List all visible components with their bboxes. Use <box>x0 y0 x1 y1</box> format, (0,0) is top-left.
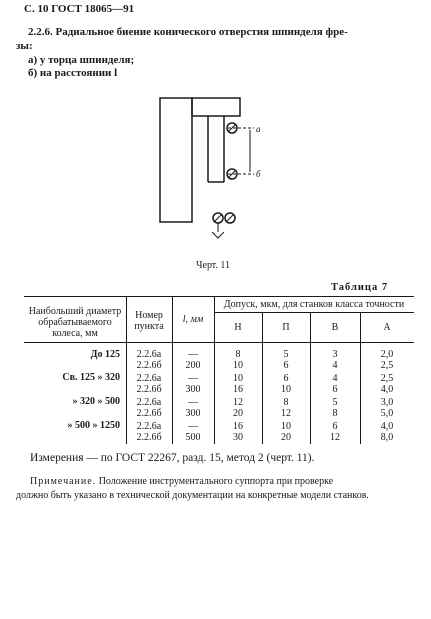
note-label: Примечание. <box>30 476 97 487</box>
row-3-h: 12 20 <box>233 397 243 419</box>
tolerance-sub-rule <box>214 312 414 313</box>
note-text-1: Положение инструментального суппорта при проверке <box>96 476 334 487</box>
row-1-h: 8 10 <box>233 349 243 371</box>
row-3-a: 3,0 5,0 <box>380 397 394 419</box>
item-b: б) на расстоянии l <box>28 67 118 79</box>
section-heading-line2: зы: <box>16 40 33 52</box>
row-3-p: 8 12 <box>281 397 291 419</box>
figure-caption: Черт. 11 <box>196 260 231 271</box>
class-p: П <box>282 322 290 333</box>
row-3-diameter: » 320 » 500 <box>72 396 120 407</box>
row-2-v: 4 6 <box>332 373 338 395</box>
col-header-diameter: Наибольший диаметр обрабатываемого колеса, мм <box>28 306 122 339</box>
row-1-a: 2,0 2,5 <box>380 349 394 371</box>
col-header-tolerance: Допуск, мкм, для станков класса точности <box>223 299 405 310</box>
table-header-rule <box>24 342 414 343</box>
row-4-v: 6 12 <box>330 421 340 443</box>
row-1-l: — 200 <box>185 349 201 371</box>
row-4-diameter: » 500 » 1250 <box>67 420 120 431</box>
item-a: а) у торца шпинделя; <box>28 54 135 66</box>
row-3-items: 2.2.6а 2.2.6б <box>136 397 162 419</box>
row-1-p: 5 6 <box>283 349 289 371</box>
class-h: Н <box>234 322 242 333</box>
row-4-a: 4,0 8,0 <box>380 421 394 443</box>
class-v: В <box>331 322 339 333</box>
spindle-runout-drawing <box>150 92 290 252</box>
row-2-p: 6 10 <box>281 373 291 395</box>
row-1-diameter: До 125 <box>90 349 120 360</box>
figure-label-a: а <box>256 124 261 134</box>
note-line2: должно быть указано в технической документации на конкретные модели станков. <box>16 490 369 501</box>
row-4-p: 10 20 <box>281 421 291 443</box>
measurement-text: Измерения — по ГОСТ 22267, разд. 15, метод 2 (черт. 11). <box>30 452 315 464</box>
row-4-l: — 500 <box>185 421 201 443</box>
table-title: Таблица 7 <box>331 282 389 293</box>
section-heading-line1: 2.2.6. Радиальное биение конического отверстия шпинделя фре- <box>28 26 348 38</box>
row-1-items: 2.2.6а 2.2.6б <box>136 349 162 371</box>
row-1-v: 3 4 <box>332 349 338 371</box>
col-header-l: l, мм <box>182 314 204 325</box>
row-2-items: 2.2.6а 2.2.6б <box>136 373 162 395</box>
row-4-items: 2.2.6а 2.2.6б <box>136 421 162 443</box>
class-a: А <box>383 322 391 333</box>
row-2-diameter: Св. 125 » 320 <box>62 372 120 383</box>
row-4-h: 16 30 <box>233 421 243 443</box>
note-line1 <box>30 476 333 487</box>
col-header-item: Номер пункта <box>134 310 164 332</box>
row-2-h: 10 16 <box>233 373 243 395</box>
figure-label-b: б <box>256 169 261 179</box>
page-header: С. 10 ГОСТ 18065—91 <box>24 3 135 15</box>
row-2-l: — 300 <box>185 373 201 395</box>
row-3-l: — 300 <box>185 397 201 419</box>
row-3-v: 5 8 <box>332 397 338 419</box>
table-top-rule <box>24 296 414 297</box>
row-2-a: 2,5 4,0 <box>380 373 394 395</box>
